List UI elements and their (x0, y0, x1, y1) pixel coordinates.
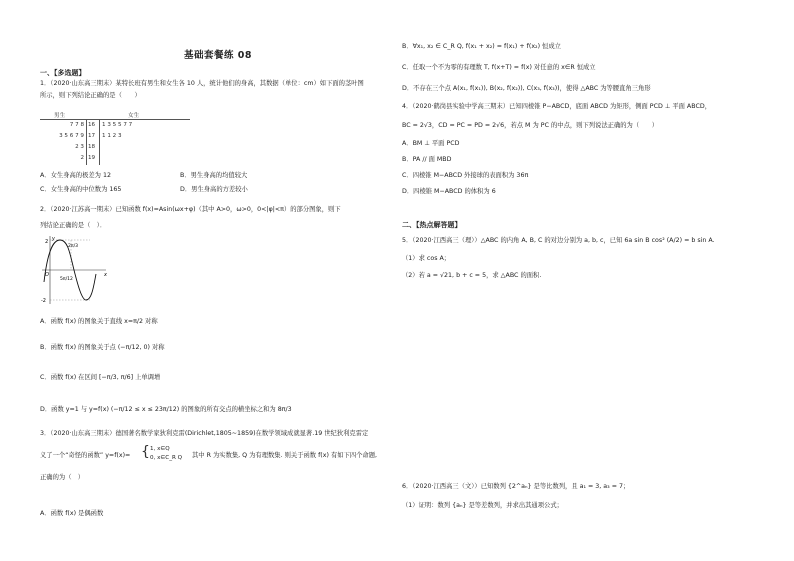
q6-part1: （1）证明：数列 {aₙ} 是等差数列，并求出其通项公式； (402, 502, 563, 509)
q4-option-d: D．四棱锥 M−ABCD 的体积为 6 (402, 188, 496, 195)
sine-graph-y-top-label: 2 (45, 239, 49, 245)
q3-piecewise-brace: { (141, 444, 150, 460)
stem-leaf-header-female: 女生 (128, 113, 140, 119)
q4-stem-line2: BC = 2√3，CD = PC = PD = 2√6，若点 M 为 PC 的中点，则下列说法正确的为（ ） (402, 122, 659, 129)
sine-graph-y-label: y (52, 236, 55, 242)
stem-leaf-row2-stem: 17 (88, 133, 96, 139)
sine-graph-x-label: x (104, 272, 107, 278)
q1-stem-line2: 所示，则下列结论正确的是（ ） (40, 92, 141, 99)
section-multi-choice-heading: 一、【多选题】 (40, 69, 86, 77)
q4-option-b: B．PA // 面 MBD (402, 156, 452, 163)
section-solution-heading: 二、【热点解答题】 (402, 221, 462, 229)
stem-leaf-left-divider (86, 120, 87, 165)
q6-stem: 6．（2020·江西高三（文））已知数列 {2^aₙ} 是等比数列，且 a₁ = 3, a₃ = 7； (402, 483, 630, 490)
stem-leaf-header-male: 男生 (54, 113, 66, 119)
stem-leaf-plot (40, 111, 200, 167)
q1-option-d: D．男生身高的方差较小 (180, 186, 248, 193)
stem-leaf-row4-male: 2 (80, 155, 84, 161)
stem-leaf-row1-male: 7 7 8 (69, 122, 84, 128)
q5-part2: （2）若 a = √21, b + c = 5，求 △ABC 的面积. (402, 272, 542, 279)
q3-option-c: C．任取一个不为零的有理数 T, f(x+T) = f(x) 对任意的 x∈R 恒成立 (402, 64, 596, 71)
q3-stem-line3: 正确的为（ ） (40, 474, 85, 481)
q2-option-a: A．函数 f(x) 的图象关于直线 x=π/2 对称 (40, 318, 158, 325)
q2-option-b: B．函数 f(x) 的图象关于点 (−π/12, 0) 对称 (40, 344, 165, 351)
stem-leaf-row1-stem: 16 (88, 122, 96, 128)
q3-option-b: B．∀x₁, x₂ ∈ C_R Q, f(x₁ + x₂) = f(x₁) + f(x₂) 恒成立 (402, 43, 561, 50)
q2-option-c: C．函数 f(x) 在区间 [−π/3, π/6] 上单调增 (40, 374, 161, 381)
sine-graph-y-bottom-label: -2 (41, 298, 46, 304)
q3-piecewise-case2: 0, x∈C_R Q (150, 455, 183, 461)
q4-option-a: A．BM ⊥ 平面 PCD (402, 140, 460, 147)
q3-option-d: D．不存在三个点 A(x₁, f(x₁)), B(x₂, f(x₂)), C(x₃, f(x₃))，使得 △ABC 为等腰直角三角形 (402, 85, 651, 92)
sine-graph-tick-2pi3: 2π/3 (68, 244, 78, 249)
q4-option-c: C．四棱锥 M−ABCD 外接球的表面积为 36π (402, 172, 529, 179)
q3-stem-line1: 3．（2020·山东高三期末）德国著名数学家狄利克雷(Dirichlet,1805~1859)在数学领域成就显著.19 世纪狄利克雷定 (40, 430, 369, 437)
q1-option-c: C．女生身高的中位数为 165 (40, 186, 122, 193)
q5-stem: 5．（2020·江西高三（理））△ABC 的内角 A, B, C 的对边分别为 a, b, c，已知 6a sin B cos² (A/2) = b sin A. (402, 237, 715, 244)
q2-option-d: D．函数 y=1 与 y=f(x) (−π/12 ≤ x ≤ 23π/12) 的图象的所有交点的横坐标之和为 8π/3 (40, 406, 292, 413)
q2-stem-line1: 2．（2020·江苏高一期末）已知函数 f(x)=Asin(ωx+φ)（其中 A>0，ω>0，0<|φ|<π）的部分图象，则下 (40, 206, 341, 213)
q4-stem-line1: 4．（2020·鹤岗县实验中学高三期末）已知四棱锥 P−ABCD，底面 ABCD 为矩形，侧面 PCD ⊥ 平面 ABCD， (402, 103, 711, 110)
q3-stem-line2-tail: 其中 R 为实数集, Q 为有理数集. 则关于函数 f(x) 有如下四个命题, (192, 452, 378, 459)
sine-graph (40, 234, 112, 306)
sine-graph-tick-5pi12: 5π/12 (60, 277, 73, 282)
page-title: 基础套餐练 08 (184, 50, 253, 61)
stem-leaf-row3-stem: 18 (88, 144, 96, 150)
stem-leaf-right-divider (99, 120, 100, 165)
q5-part1: （1）求 cos A； (402, 255, 451, 262)
q3-stem-line2: 义了一个“奇怪的函数” y=f(x)= (40, 452, 131, 459)
q3-piecewise-case1: 1, x∈Q (150, 446, 170, 452)
sine-graph-origin-label: O (45, 272, 49, 278)
q1-option-a: A．女生身高的极差为 12 (40, 172, 111, 179)
stem-leaf-header-rule (40, 119, 190, 120)
q2-stem-line2: 列结论正确的是（ ）． (40, 222, 107, 229)
stem-leaf-row2-female: 1 1 2 3 (102, 133, 122, 139)
stem-leaf-row4-stem: 19 (88, 155, 96, 161)
stem-leaf-row2-male: 3 5 6 7 9 (59, 133, 84, 139)
stem-leaf-row1-female: 1 3 5 5 7 7 (102, 122, 133, 128)
stem-leaf-row3-male: 2 3 (75, 144, 84, 150)
q3-option-a: A．函数 f(x) 是偶函数 (40, 510, 104, 517)
q1-stem-line1: 1．（2020·山东高三期末）某特长班有男生和女生各 10 人，统计他们的身高，其数据（单位：cm）如下面的茎叶图 (40, 80, 364, 87)
q1-option-b: B．男生身高的均值较大 (180, 172, 248, 179)
